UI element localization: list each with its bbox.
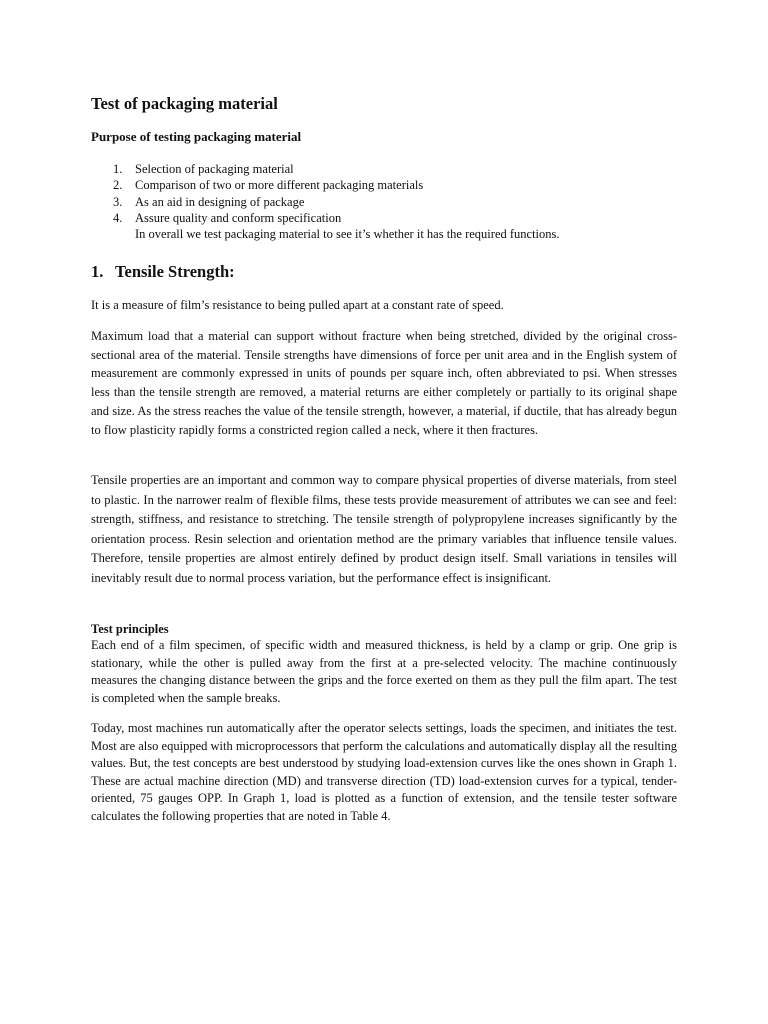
list-item-text: Assure quality and conform specification — [135, 211, 342, 226]
paragraph-maximum-load: Maximum load that a material can support without fracture when being stretched, divided by the original cross-sectional area of the material. Tensile strengths have dimensions of force per unit area and in the English system of measurement are commonly expressed in units of pounds per square inch, often abbreviated to psi. When stresses less than the tensile strength are removed, a material returns are either completely or partially to its original shape and size. As the stress reaches the value of the tensile strength, however, a material, if ductile, that has already begun to flow plasticity rapidly forms a constricted region called a neck, where it then fractures. — [91, 329, 677, 437]
paragraph-test-principles: Each end of a film specimen, of specific width and measured thickness, is held by a clamp or grip. One grip is stationary, while the other is pulled away from the first at a pre-selected velocity. The machine continuously measures the changing distance between the grips and the force exerted on them as they pull the film apart. The test is completed when the sample breaks. — [91, 638, 677, 705]
list-item-number: 1. — [113, 162, 123, 176]
paragraph-definition: It is a measure of film’s resistance to being pulled apart at a constant rate of speed. — [91, 298, 504, 312]
paragraph-machines: Today, most machines run automatically after the operator selects settings, loads the specimen, and initiates the test. Most are also equipped with microprocessors that perform the calculations and automatically display all the resulting values. But, the test concepts are best understood by studying load-extension curves like the ones shown in Graph 1. These are actual machine direction (MD) and transverse direction (TD) load-extension curves for a typical, tender-oriented, 75 gauges OPP. In Graph 1, load is plotted as a function of extension, and the tensile tester software calculates the following properties that are noted in Table 4. — [91, 721, 677, 823]
section-subtitle: Purpose of testing packaging material — [91, 129, 302, 144]
list-item-text: Selection of packaging material — [135, 162, 294, 176]
overall-statement: In overall we test packaging material to see it’s whether it has the required functions. — [135, 227, 560, 241]
section-heading-tensile — [91, 262, 235, 282]
list-item — [91, 210, 691, 226]
list-item — [91, 177, 691, 193]
section-number: 1. — [91, 262, 104, 281]
list-item-text: Comparison of two or more different packaging materials — [135, 178, 424, 193]
page-title: Test of packaging material — [91, 94, 278, 113]
list-item-number: 3. — [113, 194, 123, 209]
list-item — [91, 161, 691, 177]
list-item-text: As an aid in designing of package — [135, 194, 305, 209]
test-principles-heading: Test principles — [91, 622, 169, 636]
list-item — [91, 194, 691, 210]
list-item-number: 2. — [113, 178, 123, 193]
purpose-list — [91, 161, 691, 227]
paragraph-tensile-properties: Tensile properties are an important and common way to compare physical properties of diverse materials, from steel to plastic. In the narrower realm of flexible films, these tests provide measurement of attributes we can see and feel: strength, stiffness, and resistance to stretching. The tensile strength of polypropylene increases significantly by the orientation process. Resin selection and orientation method are the primary variables that influence tensile values. Therefore, tensile properties are almost entirely defined by product design itself. Small variations in tensiles will inevitably result due to normal process variation, but the performance effect is insignificant. — [91, 473, 677, 585]
section-heading-text: Tensile Strength: — [115, 262, 235, 281]
list-item-number: 4. — [113, 211, 123, 226]
